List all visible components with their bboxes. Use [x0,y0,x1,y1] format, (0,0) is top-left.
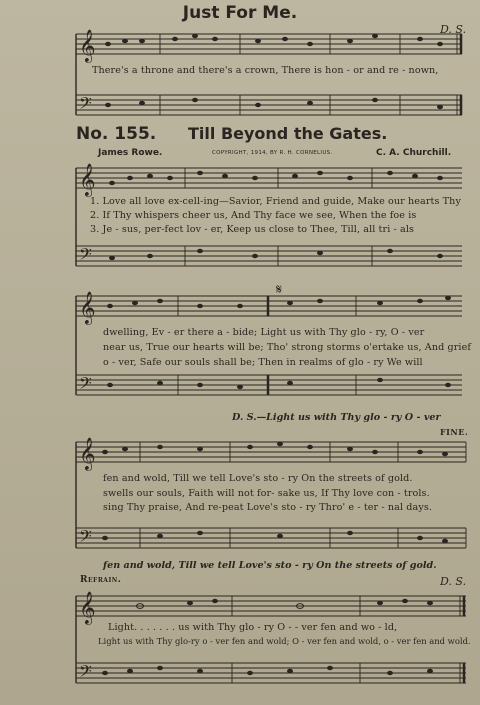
verse3-line1: 3. Je - sus, per-fect lov - er, Keep us close to Thee, Till, all tri - als [90,224,415,235]
svg-text:𝄋: 𝄋 [276,282,283,298]
top-song-lyric: There's a throne and there's a crown, There is hon - or and re - nown, [92,65,439,76]
song-title: Till Beyond the Gates. [188,124,388,143]
svg-text:𝄢: 𝄢 [79,373,92,397]
verse3-line3: sing Thy praise, And re-peat Love's sto - ry Thro' e - ter - nal days. [103,502,433,513]
svg-text:𝄞: 𝄞 [79,29,96,62]
refrain-lyric-lower: Light us with Thy glo-ry o - ver fen and wold; O - ver fen and wold, o - ver fen and wold. [98,636,471,646]
svg-text:𝄢: 𝄢 [79,526,92,550]
verse1-line3: fen and wold, Till we tell Love's sto - ry On the streets of gold. [103,473,413,484]
fine-marker: FINE. [440,427,469,437]
verse1-line2: dwelling, Ev - er there a - bide; Light us with Thy glo - ry, O - ver [103,327,425,338]
top-song-title: Just For Me. [182,3,298,23]
svg-text:𝄞: 𝄞 [79,163,96,196]
song-number: No. 155. [76,124,157,144]
copyright-notice: COPYRIGHT, 1914, BY R. H. CORNELIUS. [212,150,333,156]
refrain-ds-marker: D. S. [440,575,467,588]
verse2-line2: near us, True our hearts will be; Tho' strong storms o'ertake us, And grief [103,342,472,353]
ds-lyric-line1: D. S.—Light us with Thy glo - ry O - ver [232,412,441,423]
verse2-line3: swells our souls, Faith will not for- sake us, If Thy love con - trols. [103,488,430,499]
svg-text:𝄢: 𝄢 [79,661,92,685]
top-song-ds-marker: D. S. [440,23,467,36]
verse2-line1: 2. If Thy whispers cheer us, And Thy face we see, When the foe is [90,210,417,221]
refrain-lyric-upper: Light. . . . . . . us with Thy glo - ry O - - ver fen and wo - ld, [108,622,398,633]
svg-text:𝄞: 𝄞 [79,591,96,624]
refrain-label: Refrain. [80,575,122,585]
song-author: James Rowe. [98,148,163,158]
verse3-line2: o - ver, Safe our souls shall be; Then in realms of glo - ry We will [103,357,423,368]
svg-text:𝄞: 𝄞 [79,437,96,470]
svg-text:𝄢: 𝄢 [79,93,92,117]
verse1-line1: 1. Love all love ex-cell-ing—Savior, Friend and guide, Make our hearts Thy [90,196,461,207]
svg-text:𝄢: 𝄢 [79,244,92,268]
ds-lyric-line2: fen and wold, Till we tell Love's sto - ry On the streets of gold. [103,560,437,571]
svg-text:𝄞: 𝄞 [79,291,96,324]
song-composer: C. A. Churchill. [376,148,452,158]
